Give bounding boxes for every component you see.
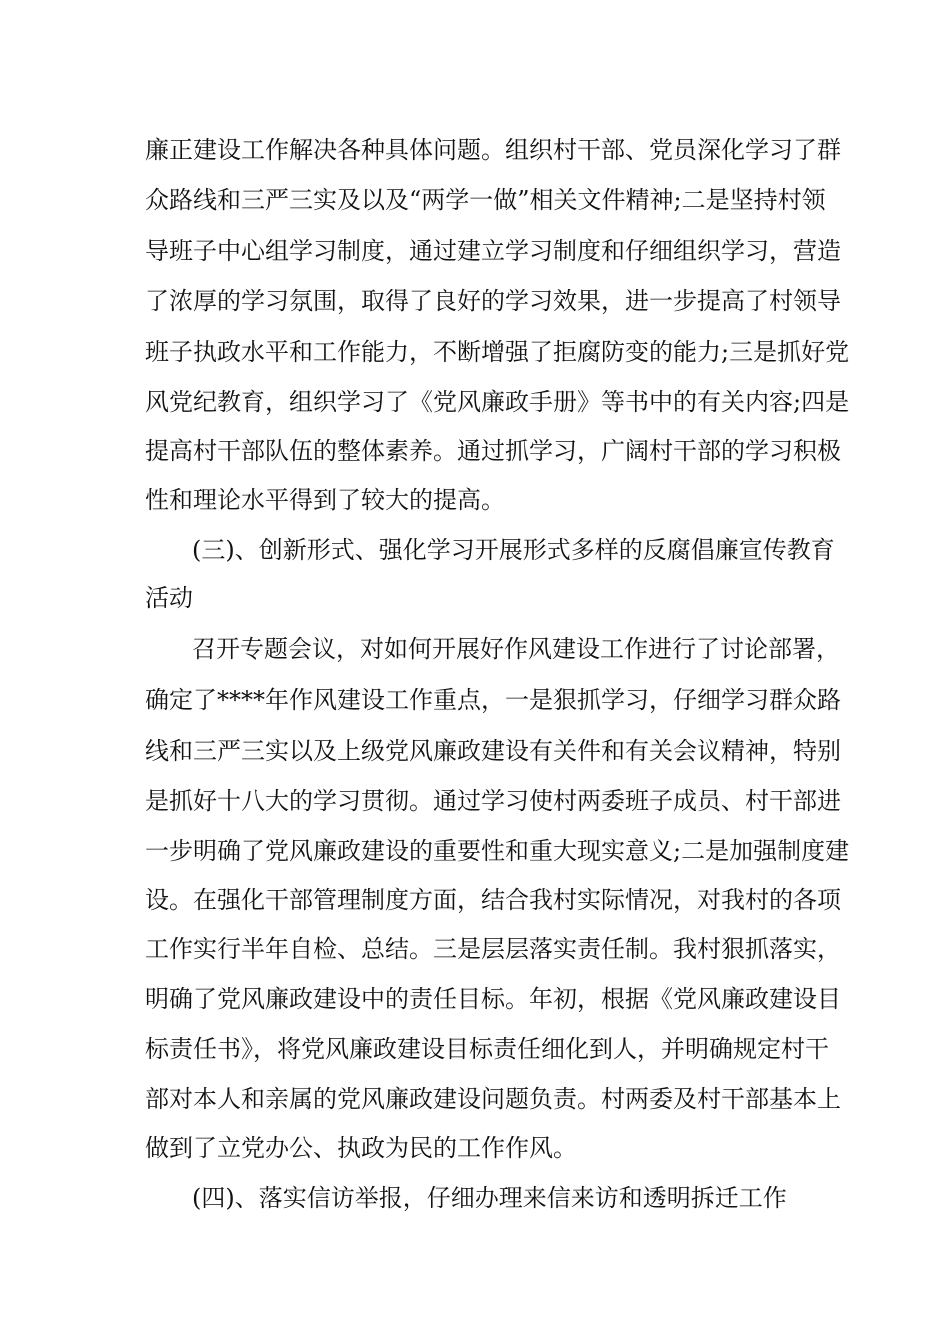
paragraph-2-line-4: 是抓好十八大的学习贯彻。通过学习使村两委班子成员、村干部进 [145,787,841,815]
paragraph-1-line-7: 提高村干部队伍的整体素养。通过抓学习，广阔村干部的学习积极 [145,437,841,465]
paragraph-2-line-1: 召开专题会议，对如何开展好作风建设工作进行了讨论部署， [192,635,840,663]
paragraph-1-line-6: 风党纪教育，组织学习了《党风廉政手册》等书中的有关内容;四是 [145,388,850,416]
paragraph-2-line-10: 部对本人和亲属的党风廉政建设问题负责。村两委及村干部基本上 [145,1085,841,1113]
paragraph-1-line-3: 导班子中心组学习制度，通过建立学习制度和仔细组织学习，营造 [145,237,841,265]
heading-4: (四)、落实信访举报，仔细办理来信来访和透明拆迁工作 [192,1184,787,1212]
paragraph-1-line-5: 班子执政水平和工作能力，不断增强了拒腐防变的能力;三是抓好党 [145,338,850,366]
heading-3-line-2: 活动 [145,584,193,612]
paragraph-2-line-2: 确定了****年作风建设工作重点，一是狠抓学习，仔细学习群众路 [145,686,841,714]
paragraph-2-line-7: 工作实行半年自检、总结。三是层层落实责任制。我村狠抓落实， [145,935,841,963]
paragraph-2-line-8: 明确了党风廉政建设中的责任目标。年初，根据《党风廉政建设目 [145,985,841,1013]
heading-3-line-1: (三)、创新形式、强化学习开展形式多样的反腐倡廉宣传教育 [192,536,835,564]
paragraph-1-line-4: 了浓厚的学习氛围，取得了良好的学习效果，进一步提高了村领导 [145,287,841,315]
paragraph-1-line-2: 众路线和三严三实及以及“两学一做”相关文件精神;二是坚持村领 [145,186,826,214]
paragraph-2-line-11: 做到了立党办公、执政为民的工作作风。 [145,1134,577,1162]
paragraph-2-line-9: 标责任书》，将党风廉政建设目标责任细化到人，并明确规定村干 [145,1035,829,1063]
paragraph-1-line-8: 性和理论水平得到了较大的提高。 [145,486,505,514]
paragraph-1-line-1: 廉正建设工作解决各种具体问题。组织村干部、党员深化学习了群 [145,136,841,164]
paragraph-2-line-3: 线和三严三实以及上级党风廉政建设有关件和有关会议精神，特别 [145,737,841,765]
paragraph-2-line-6: 设。在强化干部管理制度方面，结合我村实际情况，对我村的各项 [145,886,841,914]
paragraph-2-line-5: 一步明确了党风廉政建设的重要性和重大现实意义;二是加强制度建 [145,837,850,865]
